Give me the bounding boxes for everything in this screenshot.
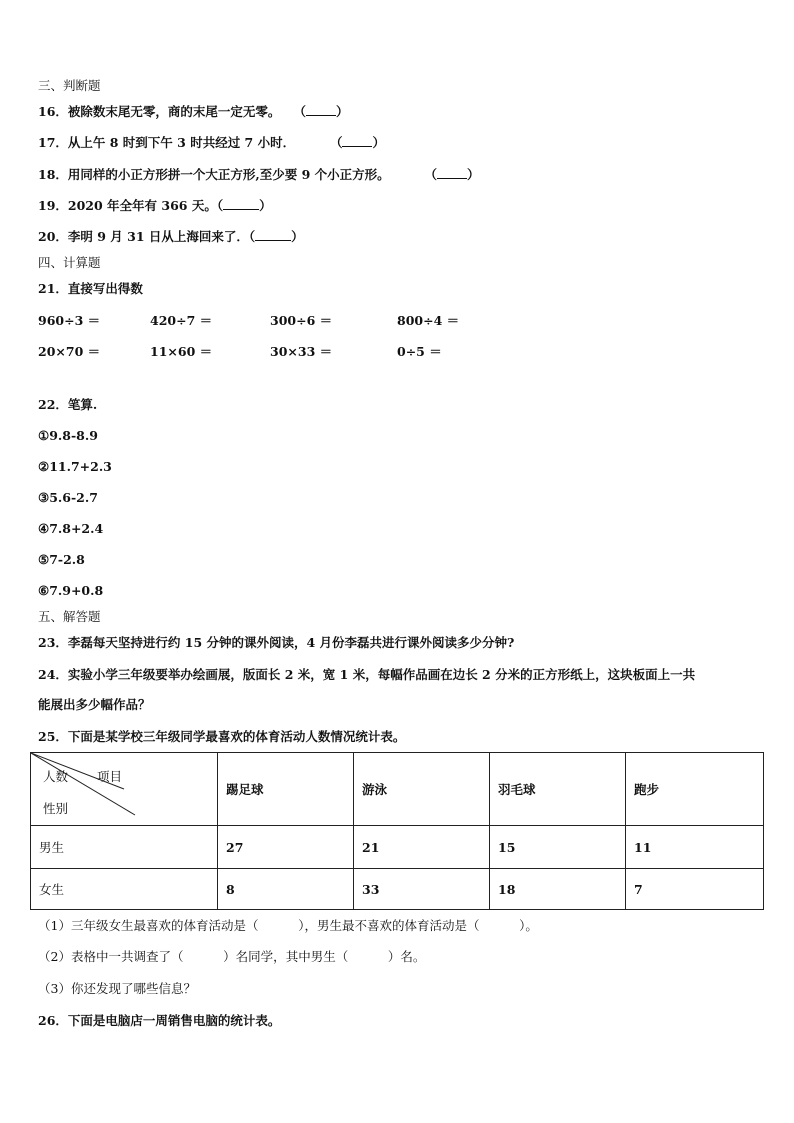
paren-open: （ xyxy=(293,104,306,119)
paren-close: ） xyxy=(335,104,349,119)
paren-open: （ xyxy=(216,198,224,213)
question-16 xyxy=(38,104,349,120)
question-22: 22．笔算. xyxy=(38,397,98,412)
table-cell: 11 xyxy=(626,826,764,869)
answer-blank-19[interactable] xyxy=(223,198,259,210)
table-header: 踢足球 xyxy=(218,753,354,826)
corner-label-gender: 性别 xyxy=(43,801,69,816)
q22-item-6: ⑥7.9+0.8 xyxy=(38,583,104,598)
table-cell: 18 xyxy=(490,869,626,910)
paren-open: （ xyxy=(424,167,437,182)
table-row xyxy=(31,869,764,910)
corner-label-item: 项目 xyxy=(97,769,123,784)
calc-item: 300÷6 ＝ xyxy=(270,313,333,328)
sports-statistics-table xyxy=(30,752,764,910)
question-20 xyxy=(38,229,304,245)
section-solve-title: 五、解答题 xyxy=(38,609,101,624)
section-judgement-title: 三、判断题 xyxy=(38,78,101,93)
table-cell: 7 xyxy=(626,869,764,910)
paren-close: ） xyxy=(467,167,480,182)
question-24-line-2: 能展出多少幅作品？ xyxy=(38,697,151,712)
table-cell: 21 xyxy=(354,826,490,869)
calc-item: 960÷3 ＝ xyxy=(38,313,101,328)
question-26: 26．下面是电脑店一周销售电脑的统计表。 xyxy=(38,1013,281,1028)
row-label: 女生 xyxy=(31,869,218,910)
paren-close: ） xyxy=(291,229,304,244)
q22-item-1: ①9.8-8.9 xyxy=(38,428,98,443)
calc-item: 30×33 ＝ xyxy=(270,344,333,359)
q22-item-2: ②11.7+2.3 xyxy=(38,459,112,474)
row-label: 男生 xyxy=(31,826,218,869)
table-cell: 8 xyxy=(218,869,354,910)
answer-blank-17[interactable] xyxy=(342,135,372,147)
question-25: 25．下面是某学校三年级同学最喜欢的体育活动人数情况统计表。 xyxy=(38,729,406,744)
calc-item: 20×70 ＝ xyxy=(38,344,101,359)
table-cell: 15 xyxy=(490,826,626,869)
table-header: 游泳 xyxy=(354,753,490,826)
question-21: 21．直接写出得数 xyxy=(38,281,143,296)
question-23: 23．李磊每天坚持进行约 15 分钟的课外阅读，4 月份李磊共进行课外阅读多少分钟? xyxy=(38,635,515,650)
answer-blank-18[interactable] xyxy=(437,167,467,179)
table-header: 羽毛球 xyxy=(490,753,626,826)
question-18-text: 18．用同样的小正方形拼一个大正方形,至少要 9 个小正方形。 xyxy=(38,167,390,182)
paren-close: ） xyxy=(259,198,272,213)
table-cell: 27 xyxy=(218,826,354,869)
q22-item-3: ③5.6-2.7 xyxy=(38,490,98,505)
table-row xyxy=(31,826,764,869)
question-19 xyxy=(38,198,272,214)
question-25-part-3: （3）你还发现了哪些信息？ xyxy=(38,981,196,996)
question-17 xyxy=(38,135,385,151)
calc-item: 800÷4 ＝ xyxy=(397,313,460,328)
corner-label-count: 人数 xyxy=(43,769,69,784)
calc-item: 11×60 ＝ xyxy=(150,344,213,359)
calc-item: 420÷7 ＝ xyxy=(150,313,213,328)
table-header-row xyxy=(31,753,764,826)
section-calculation-title: 四、计算题 xyxy=(38,255,101,270)
question-18 xyxy=(38,167,480,183)
answer-blank-16[interactable] xyxy=(306,104,336,116)
q22-item-5: ⑤7-2.8 xyxy=(38,552,85,567)
question-17-text: 17．从上午 8 时到下午 3 时共经过 7 小时． xyxy=(38,135,296,150)
paren-open: （ xyxy=(329,135,343,150)
calc-item: 0÷5 ＝ xyxy=(397,344,442,359)
answer-blank-20[interactable] xyxy=(255,229,291,241)
table-cell: 33 xyxy=(354,869,490,910)
paren-open: （ xyxy=(248,229,256,244)
table-header: 跑步 xyxy=(626,753,764,826)
question-24-line-1: 24．实验小学三年级要举办绘画展，版面长 2 米，宽 1 米，每幅作品画在边长 2 分米的正方形纸上，这块板面上一共 xyxy=(38,667,696,682)
question-25-part-2: （2）表格中一共调查了（ ）名同学，其中男生（ ）名。 xyxy=(38,949,426,964)
paren-close: ） xyxy=(372,135,385,150)
question-20-text: 20．李明 9 月 31 日从上海回来了． xyxy=(38,229,249,244)
table-corner-cell xyxy=(31,753,218,826)
question-16-text: 16．被除数末尾无零，商的末尾一定无零。 xyxy=(38,104,281,119)
question-19-text: 19．2020 年全年有 366 天。 xyxy=(38,198,217,213)
question-25-part-1: （1）三年级女生最喜欢的体育活动是（ ），男生最不喜欢的体育活动是（ ）。 xyxy=(38,918,538,933)
q22-item-4: ④7.8+2.4 xyxy=(38,521,104,536)
